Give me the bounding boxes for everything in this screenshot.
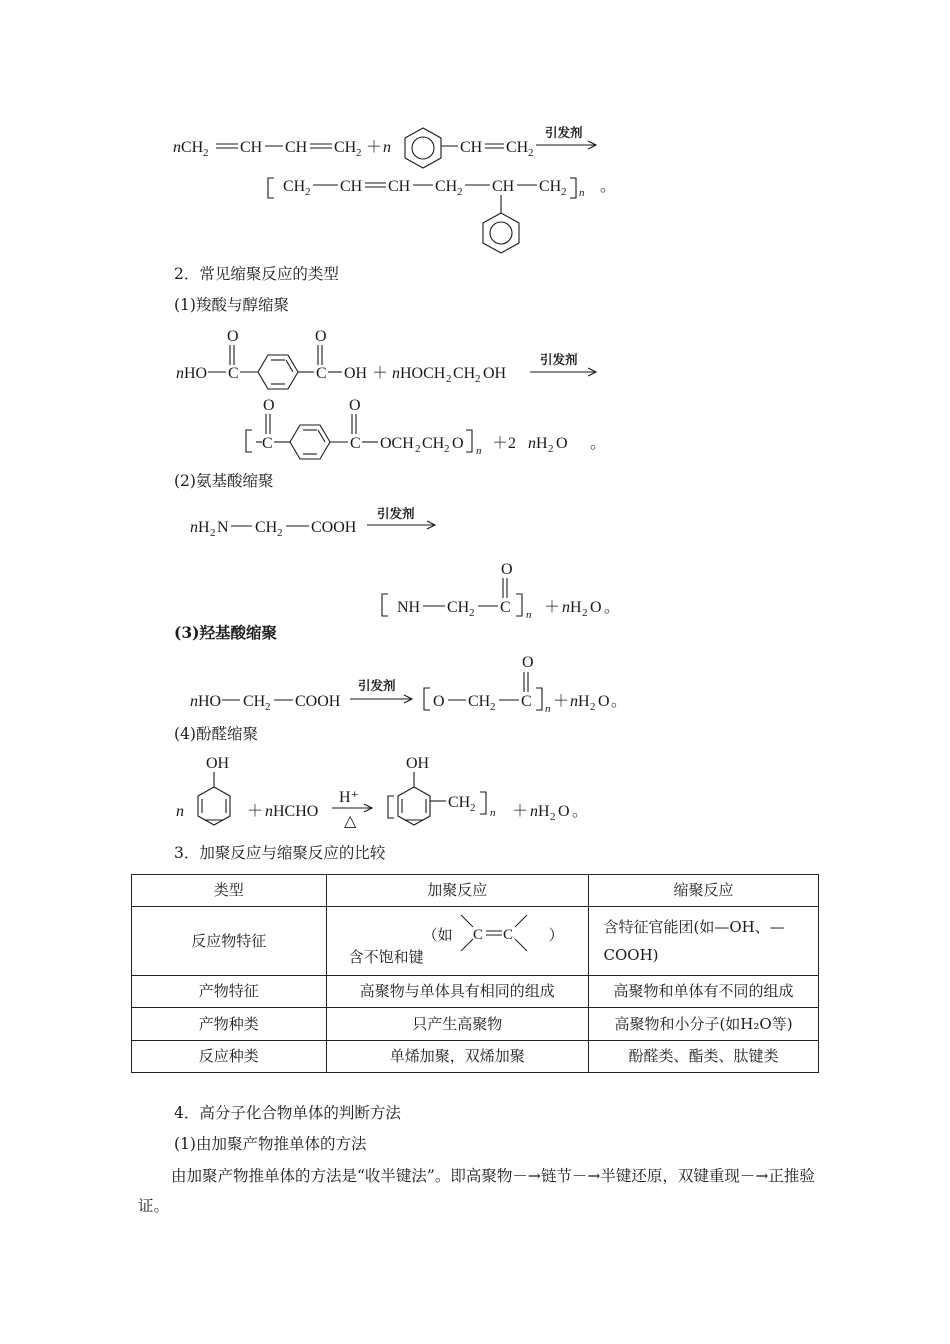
svg-text:。: 。	[600, 178, 617, 195]
svg-text:n: n	[392, 365, 400, 382]
svg-text:2: 2	[469, 607, 475, 619]
svg-text:HOCH: HOCH	[400, 365, 446, 382]
svg-text:＋: ＋	[247, 803, 264, 820]
svg-text:2: 2	[444, 443, 450, 455]
svg-text:n: n	[383, 139, 391, 156]
svg-text:＋: ＋	[544, 599, 561, 616]
comparison-table	[131, 874, 819, 1073]
table-cell: 反应种类	[132, 1041, 327, 1073]
svg-text:C: C	[472, 927, 483, 943]
svg-text:CH: CH	[334, 139, 357, 156]
svg-text:2: 2	[590, 701, 596, 713]
table-header: 类型	[132, 875, 327, 907]
svg-text:2: 2	[265, 701, 271, 713]
svg-text:OH: OH	[483, 365, 507, 382]
table-row	[132, 976, 819, 1008]
svg-text:CH: CH	[285, 139, 308, 156]
svg-text:n: n	[530, 803, 538, 820]
svg-text:。: 。	[572, 803, 589, 820]
table-cell: 产物种类	[132, 1008, 327, 1041]
svg-text:OH: OH	[406, 755, 430, 772]
catalyst-label: 引发剂	[540, 352, 578, 367]
svg-text:n: n	[265, 803, 273, 820]
svg-text:2: 2	[305, 186, 311, 198]
svg-text:CH: CH	[460, 139, 483, 156]
svg-text:CH: CH	[240, 139, 263, 156]
svg-text:O: O	[558, 803, 570, 820]
svg-text:O: O	[522, 654, 534, 671]
double-bond-icon	[455, 911, 535, 955]
subheading-amino-acid: (2)氨基酸缩聚	[174, 472, 274, 490]
benzene-ring-icon	[198, 787, 230, 825]
svg-text:O: O	[590, 599, 602, 616]
svg-text:2: 2	[415, 443, 421, 455]
svg-text:CH: CH	[243, 693, 266, 710]
svg-text:n: n	[190, 519, 198, 536]
svg-text:C: C	[228, 365, 239, 382]
table-cell: 含特征官能团(如—OH、—COOH)	[589, 907, 819, 976]
svg-text:C: C	[350, 435, 361, 452]
svg-text:C: C	[262, 435, 273, 452]
svg-text:n: n	[490, 807, 496, 819]
svg-text:CH: CH	[255, 519, 278, 536]
svg-text:n: n	[562, 599, 570, 616]
paragraph-half-bond-method: 由加聚产物推单体的方法是“收半键法”。即高聚物－→链节－→半键还原，双键重现－→正推验证。	[138, 1167, 815, 1215]
svg-text:O: O	[263, 397, 275, 414]
svg-text:H: H	[570, 599, 582, 616]
heat-label: △	[344, 813, 357, 830]
svg-text:O: O	[452, 435, 464, 452]
svg-text:＋: ＋	[366, 139, 383, 156]
catalyst-label: 引发剂	[377, 506, 415, 521]
svg-text:2: 2	[457, 186, 463, 198]
acid-catalyst-label: H⁺	[339, 789, 359, 806]
svg-text:OH: OH	[206, 755, 230, 772]
svg-text:＋2: ＋2	[492, 435, 517, 452]
section-heading-condensation-types: 2．常见缩聚反应的类型	[174, 265, 339, 283]
svg-text:CH: CH	[181, 139, 204, 156]
svg-text:O: O	[598, 693, 610, 710]
table-cell: 产物特征	[132, 976, 327, 1008]
svg-text:CH: CH	[447, 599, 470, 616]
svg-text:2: 2	[203, 147, 209, 159]
svg-text:。: 。	[590, 435, 607, 452]
catalyst-label: 引发剂	[358, 678, 396, 693]
svg-text:n: n	[526, 609, 532, 621]
table-cell: 高聚物和小分子(如H₂O等)	[589, 1008, 819, 1041]
svg-text:2: 2	[528, 147, 534, 159]
svg-text:CH: CH	[539, 178, 562, 195]
section-heading-monomer-judgement: 4．高分子化合物单体的判断方法	[174, 1104, 401, 1122]
svg-text:OCH: OCH	[380, 435, 414, 452]
svg-text:2: 2	[490, 701, 496, 713]
svg-text:OH: OH	[344, 365, 368, 382]
svg-text:N: N	[217, 519, 229, 536]
svg-text:O: O	[501, 561, 513, 578]
subheading-addition-product: (1)由加聚产物推单体的方法	[174, 1135, 367, 1153]
svg-text:。: 。	[604, 599, 621, 616]
svg-text:n: n	[528, 435, 536, 452]
svg-text:HCHO: HCHO	[273, 803, 319, 820]
svg-text:2: 2	[550, 811, 556, 823]
svg-text:2: 2	[356, 147, 362, 159]
svg-text:C: C	[500, 599, 511, 616]
svg-text:CH: CH	[506, 139, 529, 156]
table-cell: 只产生高聚物	[326, 1008, 588, 1041]
svg-text:＋: ＋	[372, 365, 389, 382]
svg-text:H: H	[536, 435, 548, 452]
table-cell: 单烯加聚，双烯加聚	[326, 1041, 588, 1073]
svg-text:COOH: COOH	[295, 693, 341, 710]
svg-text:HO: HO	[184, 365, 208, 382]
svg-text:。: 。	[611, 693, 628, 710]
svg-text:n: n	[579, 187, 585, 199]
subheading-acid-alcohol: (1)羧酸与醇缩聚	[174, 296, 289, 314]
svg-text:NH: NH	[397, 599, 421, 616]
svg-text:n: n	[176, 803, 184, 820]
svg-text:O: O	[349, 397, 361, 414]
table-cell-unsaturated: （如 C C ） 含不饱和键	[326, 907, 588, 976]
section-heading-comparison: 3．加聚反应与缩聚反应的比较	[174, 844, 386, 862]
table-cell: 高聚物与单体具有相同的组成	[326, 976, 588, 1008]
svg-text:n: n	[190, 693, 198, 710]
svg-text:C: C	[316, 365, 327, 382]
svg-text:CH: CH	[422, 435, 445, 452]
svg-text:H: H	[538, 803, 550, 820]
svg-text:CH: CH	[492, 178, 515, 195]
table-header: 加聚反应	[326, 875, 588, 907]
svg-text:C: C	[521, 693, 532, 710]
svg-text:CH: CH	[435, 178, 458, 195]
svg-text:2: 2	[582, 607, 588, 619]
svg-text:n: n	[545, 703, 551, 715]
svg-text:2: 2	[548, 443, 554, 455]
subheading-phenol-formaldehyde: (4)酚醛缩聚	[174, 725, 258, 743]
svg-text:CH: CH	[283, 178, 306, 195]
subheading-hydroxy-acid: (3)羟基酸缩聚	[174, 623, 277, 642]
svg-text:CH: CH	[340, 178, 363, 195]
svg-text:CH: CH	[388, 178, 411, 195]
table-row	[132, 1041, 819, 1073]
svg-text:n: n	[176, 365, 184, 382]
svg-text:n: n	[570, 693, 578, 710]
svg-text:COOH: COOH	[311, 519, 357, 536]
svg-text:HO: HO	[198, 693, 222, 710]
table-row	[132, 907, 819, 976]
table-header-row	[132, 875, 819, 907]
svg-text:O: O	[227, 328, 239, 345]
svg-text:CH: CH	[448, 794, 471, 811]
svg-text:2: 2	[210, 527, 216, 539]
table-cell: 反应物特征	[132, 907, 327, 976]
svg-text:n: n	[476, 445, 482, 457]
table-cell: 酚醛类、酯类、肽键类	[589, 1041, 819, 1073]
svg-text:2: 2	[561, 186, 567, 198]
svg-text:2: 2	[277, 527, 283, 539]
svg-text:2: 2	[470, 802, 476, 814]
svg-text:O: O	[315, 328, 327, 345]
svg-text:CH: CH	[453, 365, 476, 382]
svg-text:＋: ＋	[512, 803, 529, 820]
svg-text:＋: ＋	[553, 693, 570, 710]
svg-text:CH: CH	[468, 693, 491, 710]
svg-text:2: 2	[446, 373, 452, 385]
svg-text:C: C	[502, 927, 513, 943]
table-header: 缩聚反应	[589, 875, 819, 907]
svg-text:2: 2	[475, 373, 481, 385]
benzene-ring-icon	[398, 787, 430, 825]
svg-text:O: O	[556, 435, 568, 452]
svg-text:O: O	[433, 693, 445, 710]
svg-text:H: H	[198, 519, 210, 536]
svg-text:H: H	[578, 693, 590, 710]
table-cell: 高聚物和单体有不同的组成	[589, 976, 819, 1008]
table-row	[132, 1008, 819, 1041]
svg-text:n: n	[173, 139, 181, 156]
catalyst-label: 引发剂	[545, 125, 583, 140]
